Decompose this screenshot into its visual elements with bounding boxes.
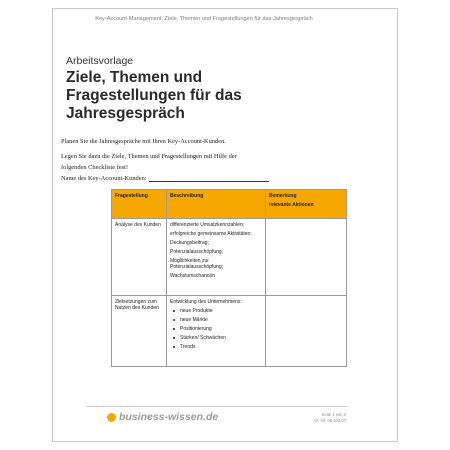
table-header-row <box>112 190 347 219</box>
list-item: Möglichkeiten zur Potenzialausschöpfung; <box>170 258 224 270</box>
customer-name-row <box>61 175 269 182</box>
checklist-table <box>111 189 347 367</box>
list-item: Wachstumschancen <box>170 273 215 279</box>
question-cell: Analyse des Kunden <box>112 219 167 296</box>
instruction-line-1: Legen Sie dazu die Ziele, Themen und Fragestellungen mit Hilfe der <box>61 153 237 160</box>
list-item: Deckungsbeitrag; <box>170 240 209 246</box>
bullet-item: neue Produkte <box>170 308 262 314</box>
table-row <box>112 296 347 367</box>
customer-name-blank[interactable] <box>149 175 269 182</box>
remarks-cell[interactable] <box>266 296 347 367</box>
list-item: differenzierte Umsatzkennzahlen; <box>170 222 245 228</box>
list-lead: Entwicklung des Unternehmens: <box>170 299 242 305</box>
header-bemerkung-line1: Bemerkung <box>269 193 297 199</box>
list-item: Potenzialausschöpfung; <box>170 249 224 255</box>
description-cell <box>167 219 266 296</box>
table-row <box>112 219 347 296</box>
document-kicker: Arbeitsvorlage <box>66 55 134 67</box>
customer-name-label: Name des Key-Account-Kunden: <box>61 175 147 182</box>
header-bemerkung-line2: relevante Aktionen <box>269 202 314 208</box>
remarks-cell[interactable] <box>266 219 347 296</box>
running-header: Key-Account-Management: Ziele, Themen und Fragestellungen für das Jahresgespräch <box>95 16 313 22</box>
bullet-item: Trends <box>170 344 262 350</box>
instruction-line-2: folgenden Checkliste fest! <box>61 164 129 171</box>
header-beschreibung: Beschreibung <box>167 190 266 219</box>
brand-logo: business-wissen.de <box>119 411 219 423</box>
header-fragestellung: Fragestellung <box>112 190 167 219</box>
bullet-item: neue Märkte <box>170 317 262 323</box>
list-item: erfolgreiche gemeinsame Aktivitäten; <box>170 231 252 237</box>
description-cell <box>167 296 266 367</box>
document-title: Ziele, Themen und Fragestellungen für das Jahresgespräch <box>66 69 242 122</box>
logo-dot-icon <box>107 413 116 422</box>
page-number: Seite 1 von 2 <box>321 412 346 417</box>
bullet-item: Stärken/ Schwächen <box>170 335 262 341</box>
question-cell: Zielsetzungen zum Nutzen des Kunden <box>112 296 167 367</box>
bullet-item: Positionierung <box>170 326 262 332</box>
article-number: Art.-Nr. 06.102.07 <box>312 418 346 423</box>
header-bemerkung <box>266 190 347 219</box>
intro-paragraph: Planen Sie die Jahresgespräche mit Ihren Key-Account-Kunden. <box>61 138 226 145</box>
page-info <box>313 412 346 424</box>
footer-divider <box>86 406 348 407</box>
